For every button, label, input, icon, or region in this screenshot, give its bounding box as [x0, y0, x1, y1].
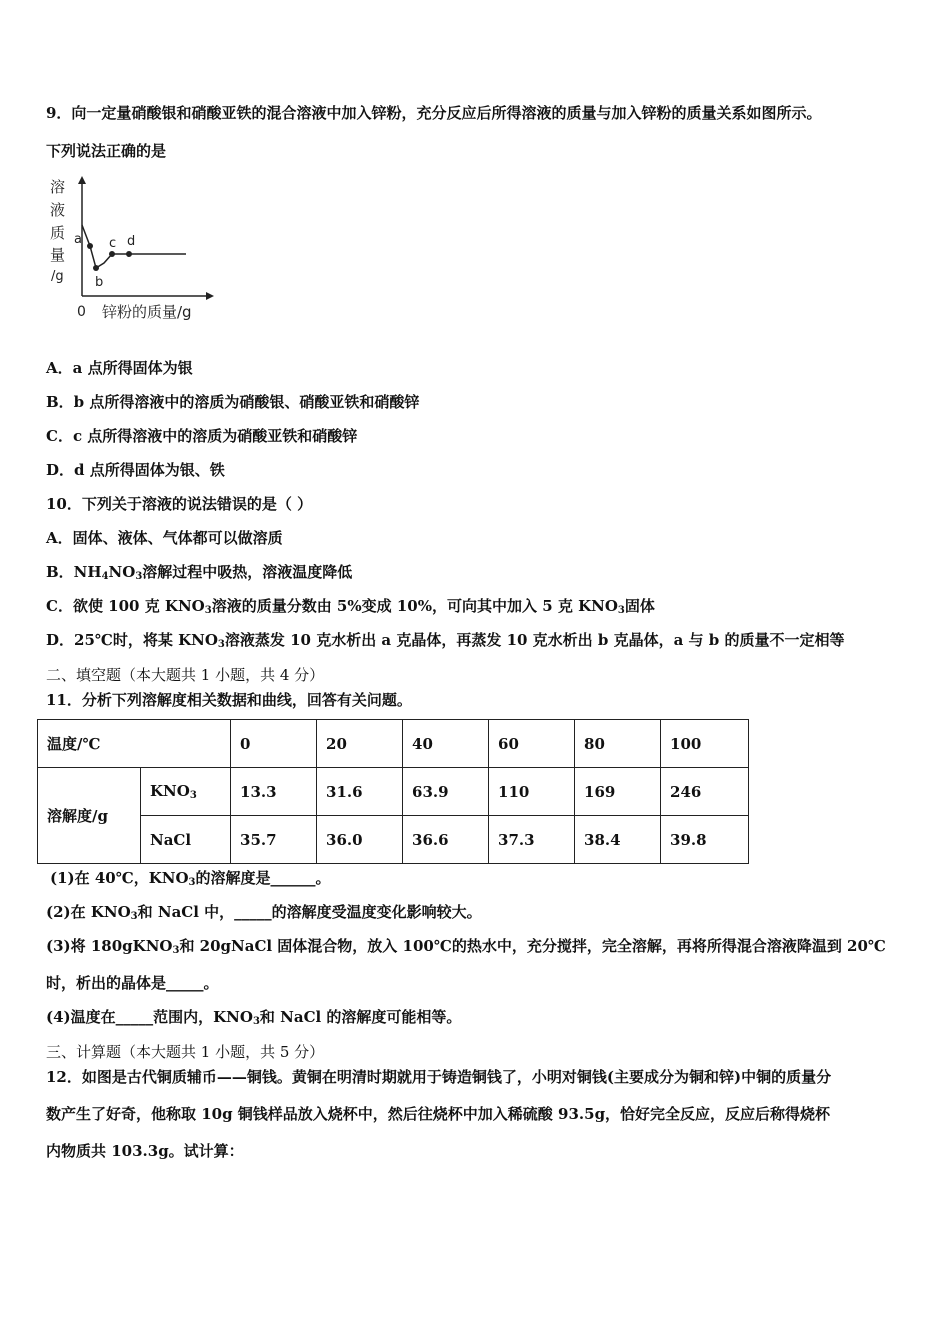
table-row: [38, 720, 749, 768]
q11-part3-line2: 时，析出的晶体是_____。: [46, 974, 219, 992]
nacl-value: 38.4: [575, 816, 661, 864]
table-row: [38, 816, 749, 864]
section2-heading: 二、填空题（本大题共 1 小题，共 4 分）: [46, 666, 325, 684]
kno3-value: 169: [575, 768, 661, 816]
q10-option-a: A．固体、液体、气体都可以做溶质: [46, 529, 283, 547]
q12-line1: 12．如图是古代铜质辅币——铜钱。黄铜在明清时期就用于铸造铜钱了，小明对铜钱(主要成分为铜和锌)中铜的质量分: [46, 1068, 832, 1086]
q11-part3: (3)将 180gKNO$_3$和 20gNaCl 固体混合物，放入 100℃的热水中，充分搅拌，完全溶解，再将所得混合溶液降温到 20℃: [46, 937, 886, 956]
q10-option-b: B．$NH_4NO_3$溶解过程中吸热，溶液温度降低: [46, 563, 353, 582]
q9-option-a: A．a 点所得固体为银: [46, 359, 193, 377]
kno3-value: 13.3: [231, 768, 317, 816]
x-axis-arrow-icon: [206, 292, 214, 300]
point-c: [109, 251, 115, 257]
q9-stem-line1: 9．向一定量硝酸银和硝酸亚铁的混合溶液中加入锌粉，充分反应后所得溶液的质量与加入锌粉的质量关系如图所示。: [46, 104, 822, 122]
point-d: [126, 251, 132, 257]
nacl-value: 35.7: [231, 816, 317, 864]
q9-stem-line2: 下列说法正确的是: [46, 142, 167, 160]
temp-header-label: 温度/℃: [38, 720, 231, 768]
kno3-value: 246: [661, 768, 749, 816]
solubility-row-label: 溶解度/g: [38, 768, 141, 864]
nacl-value: 37.3: [489, 816, 575, 864]
q10-option-c: C．欲使 100 克 $KNO_3$溶液的质量分数由 5%变成 10%，可向其中加入 5 克 $KNO_3$固体: [46, 597, 655, 616]
solubility-table: [37, 719, 749, 864]
kno3-value: 110: [489, 768, 575, 816]
q9-option-c: C．c 点所得溶液中的溶质为硝酸亚铁和硝酸锌: [46, 427, 358, 445]
point-a: [87, 243, 93, 249]
y-label-char: 溶: [50, 178, 66, 196]
y-axis-arrow-icon: [78, 176, 86, 184]
temp-cell: 80: [575, 720, 661, 768]
point-b-label: b: [95, 275, 104, 290]
x-axis-label: 锌粉的质量/g: [102, 303, 192, 321]
q11-stem: 11．分析下列溶解度相关数据和曲线，回答有关问题。: [46, 691, 412, 709]
point-c-label: c: [109, 236, 117, 251]
y-label-unit: /g: [51, 269, 64, 284]
point-d-label: d: [127, 234, 136, 249]
nacl-value: 39.8: [661, 816, 749, 864]
kno3-value: 31.6: [317, 768, 403, 816]
q9-option-d: D．d 点所得固体为银、铁: [46, 461, 225, 479]
q10-option-d: D．25℃时，将某 $KNO_3$溶液蒸发 10 克水析出 a 克晶体，再蒸发 10 克水析出 b 克晶体，a 与 b 的质量不一定相等: [46, 631, 845, 650]
point-b: [93, 265, 99, 271]
origin-label: 0: [77, 304, 86, 320]
kno3-label: $KNO_3$: [141, 768, 231, 816]
y-label-char: 量: [50, 246, 66, 264]
q11-part1: (1)在 40℃，$KNO_3$的溶解度是______。: [50, 869, 331, 888]
q12-line2: 数产生了好奇，他称取 10g 铜钱样品放入烧杯中，然后往烧杯中加入稀硫酸 93.5g，恰好完全反应，反应后称得烧杯: [46, 1105, 831, 1123]
temp-cell: 0: [231, 720, 317, 768]
q11-part2: (2)在 $KNO_3$和 NaCl 中，_____的溶解度受温度变化影响较大。: [46, 903, 482, 922]
point-a-label: a: [74, 232, 82, 247]
kno3-value: 63.9: [403, 768, 489, 816]
q9-mass-graph: [44, 170, 219, 330]
q12-line3: 内物质共 103.3g。试计算：: [46, 1142, 244, 1160]
nacl-label: NaCl: [141, 816, 231, 864]
table-row: [38, 768, 749, 816]
nacl-value: 36.6: [403, 816, 489, 864]
q10-stem: 10．下列关于溶液的说法错误的是（ ）: [46, 495, 313, 513]
q11-part4: (4)温度在_____范围内，$KNO_3$和 NaCl 的溶解度可能相等。: [46, 1008, 462, 1027]
nacl-value: 36.0: [317, 816, 403, 864]
temp-cell: 40: [403, 720, 489, 768]
temp-cell: 100: [661, 720, 749, 768]
q9-option-b: B．b 点所得溶液中的溶质为硝酸银、硝酸亚铁和硝酸锌: [46, 393, 420, 411]
temp-cell: 60: [489, 720, 575, 768]
y-label-char: 质: [50, 224, 66, 242]
section3-heading: 三、计算题（本大题共 1 小题，共 5 分）: [46, 1043, 325, 1061]
temp-cell: 20: [317, 720, 403, 768]
y-label-char: 液: [50, 201, 66, 219]
